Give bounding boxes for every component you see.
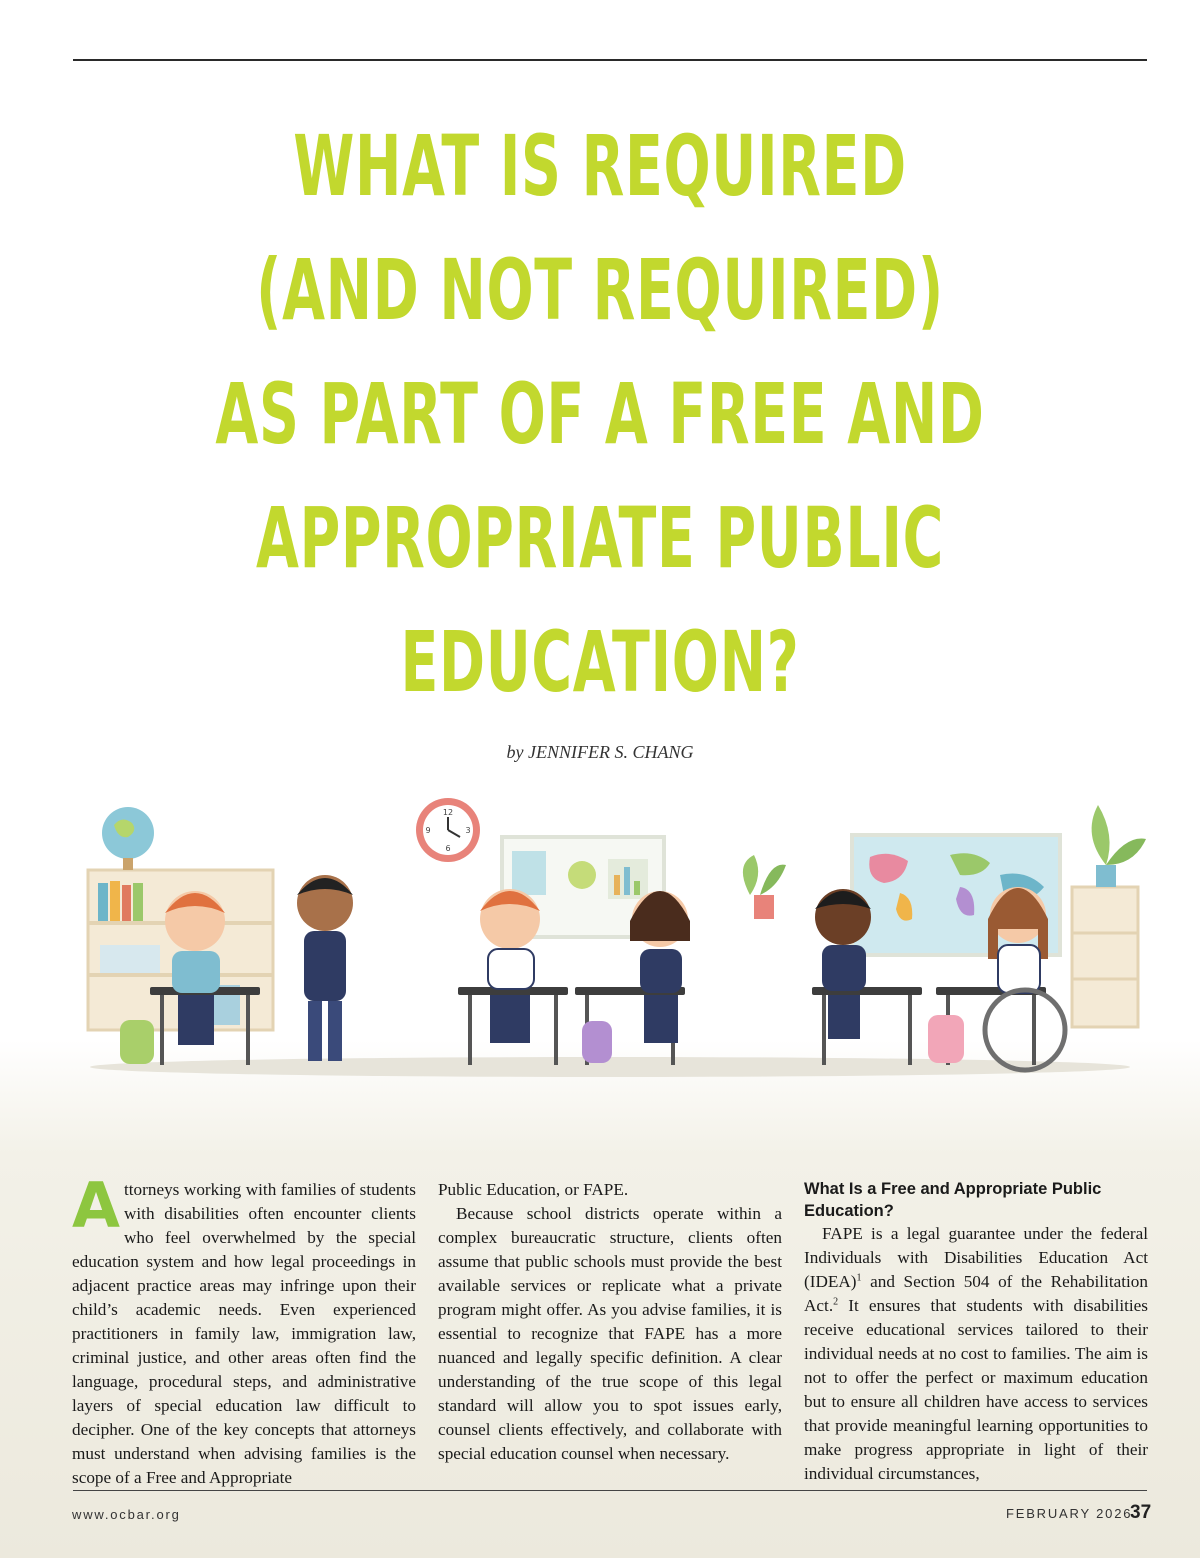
- plant-icon: [743, 855, 786, 919]
- text-run: It ensures that students with disabilities receive educational services tailored to their individual needs at no cost to families. The aim is not to offer the perfect or maximum education but to ensure all children have access to services that provide meaningful learning opportunities to make progress appropriate in light of their individual circumstances,: [804, 1296, 1148, 1483]
- body-paragraph: Because school districts operate within a complex bureaucratic structure, clients often assume that public schools must provide the best available services or replicate what a private program might offer. As you advise families, it is essential to recognize that FAPE has a more nuanced and legally specific definition. A clear understanding of the true scope of this legal standard will allow you to spot issues early, counsel clients effectively, and collaborate with special education counsel when necessary.: [438, 1204, 782, 1463]
- article-title: [204, 104, 996, 724]
- intro-paragraph: ttorneys working with families of students with disabilities often encounter clients who feel overwhelmed by the special education system and how legal proceedings in adjacent practice areas may infringe upon their child’s academic needs. Even experienced practitioners in family law, immigration law, criminal justice, and other areas often find the language, procedural steps, and administrative layers of special education law difficult to decipher. One of the key concepts that attorneys must understand when advising families is the scope of a Free and Appropriate: [72, 1180, 416, 1487]
- clock-number: 3: [465, 826, 471, 835]
- desks: [150, 987, 1046, 995]
- footer-issue-date: FEBRUARY 2026: [1006, 1506, 1133, 1521]
- clock-number: 6: [445, 844, 451, 853]
- body-paragraph: [804, 1222, 1148, 1486]
- title-line: APPROPRIATE PUBLIC: [256, 489, 944, 587]
- title-line: WHAT IS REQUIRED: [293, 117, 907, 215]
- article-column-1: [72, 1169, 416, 1490]
- top-rule: [73, 59, 1147, 61]
- title-line: AS PART OF A FREE AND: [215, 365, 985, 463]
- byline: by JENNIFER S. CHANG: [506, 742, 694, 762]
- footnote-ref[interactable]: 2: [833, 1296, 839, 1308]
- footnote-ref[interactable]: 1: [856, 1272, 862, 1284]
- cabinet-right: [1072, 805, 1146, 1027]
- clock-number: 9: [425, 826, 431, 835]
- footer-website-link[interactable]: www.ocbar.org: [72, 1507, 181, 1522]
- student-figure: [480, 889, 540, 1043]
- student-figure: [297, 875, 353, 1061]
- text-run: and Section 504 of the Rehabilitation Act.: [804, 1272, 1148, 1315]
- clock-number: 12: [442, 808, 454, 817]
- classroom-illustration: [70, 795, 1150, 1085]
- wall-clock-icon: [416, 798, 480, 862]
- title-line: EDUCATION?: [400, 613, 800, 711]
- globe-icon: [102, 807, 154, 870]
- body-paragraph: Public Education, or FAPE.: [438, 1180, 629, 1199]
- title-line: (AND NOT REQUIRED): [256, 241, 944, 339]
- page-number: 37: [1130, 1502, 1152, 1523]
- article-column-2: [438, 1178, 782, 1466]
- student-figure: [630, 891, 690, 1043]
- article-column-3: [804, 1178, 1148, 1486]
- text-run: FAPE is a legal guarantee under the federal Individuals with Disabilities Education Act (IDEA): [804, 1224, 1148, 1291]
- section-heading: What Is a Free and Appropriate Public Education?: [804, 1180, 1102, 1220]
- bottom-rule: [73, 1490, 1147, 1491]
- drop-cap: A: [72, 1169, 120, 1242]
